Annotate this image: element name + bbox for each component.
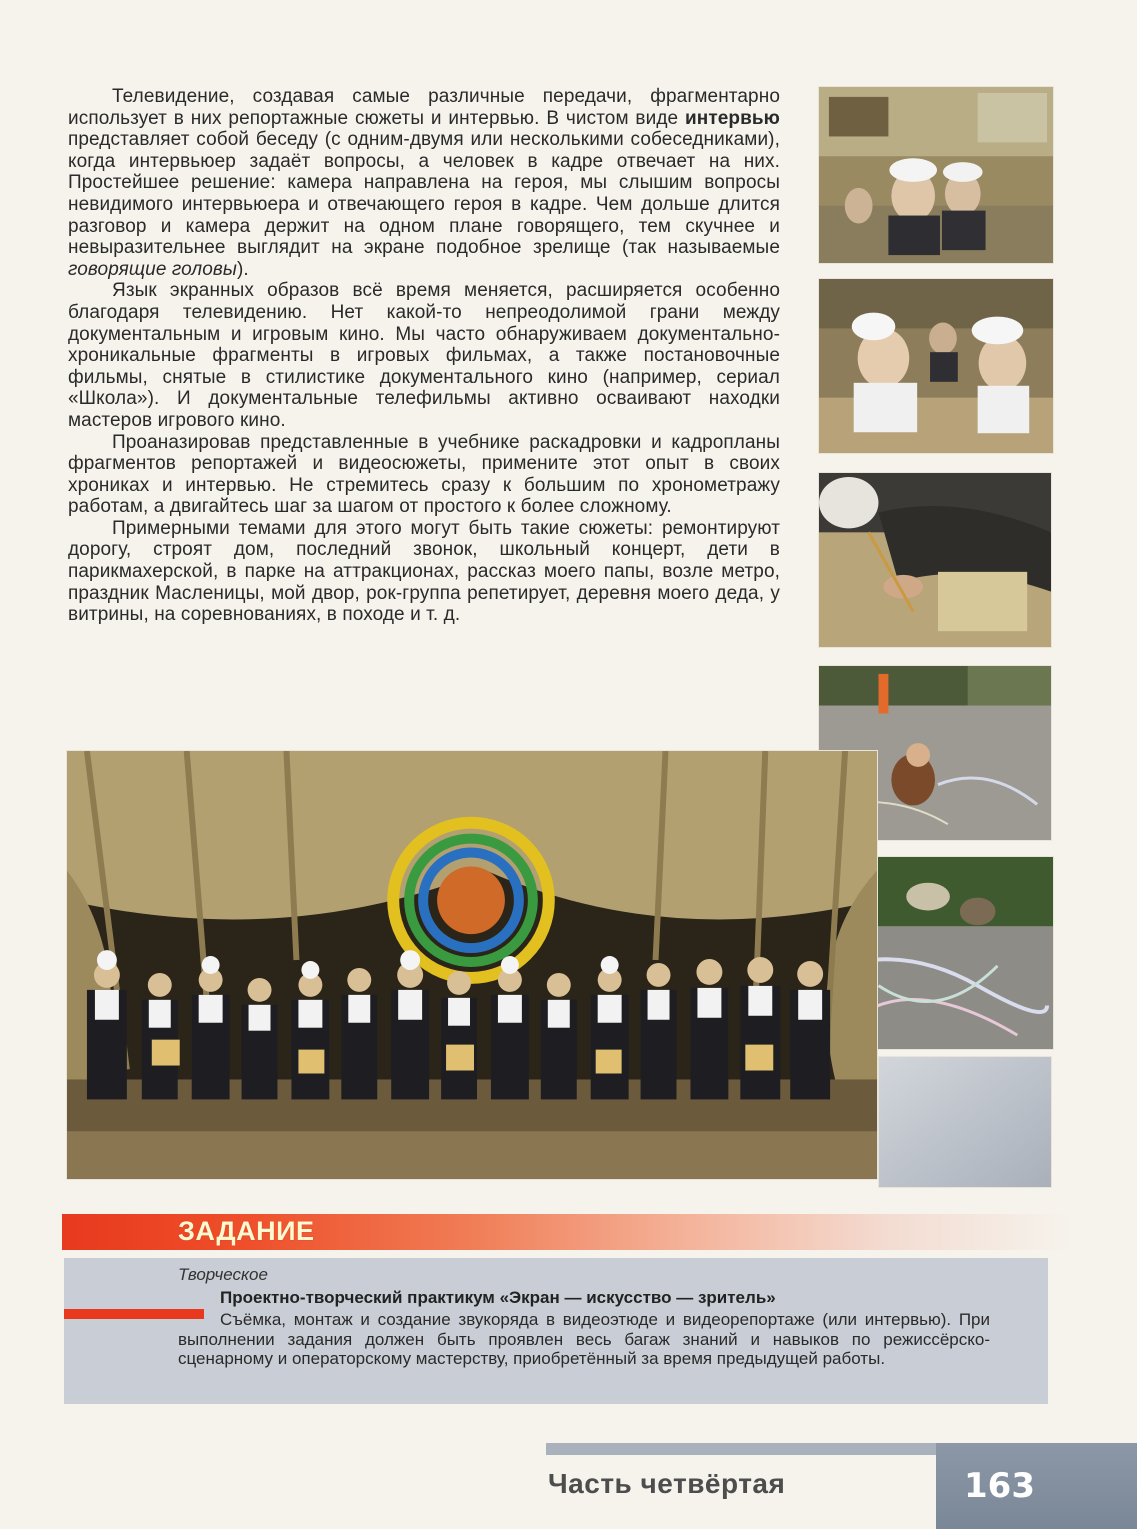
photo-drawing-hands	[818, 472, 1052, 648]
task-heading: Проектно-творческий практикум «Экран — искусство — зритель»	[220, 1288, 776, 1307]
paragraph-1	[68, 86, 780, 280]
paragraph-2: Язык экранных образов всё время меняется, расширяется особенно благодаря телевидению. Нет какой-то непреодолимой грани между документальным и игровым кино. Мы часто обнаруживаем документально-хроникальные фрагменты в игровых фильмах, а также постановочные фильмы, снятые в стилистике документального кино (например, сериал «Школа»). И документальные телефильмы активно осваивают находки мастеров игрового кино.	[68, 280, 780, 431]
task-text: Съёмка, монтаж и создание звукоряда в видеоэтюде и видеорепортаже (или интервью). При выполнении задания должен быть проявлен весь багаж знаний и навыков по режиссёрско-сценарному и операторскому мастерству, приобретённый за время предыдущей работы.	[178, 1310, 990, 1368]
paragraph-4: Примерными темами для этого могут быть такие сюжеты: ремонтируют дорогу, строят дом, последний звонок, школьный концерт, дети в парикмахерской, в парке на аттракционах, рассказ моего папы, возле метро, праздник Масленицы, мой двор, рок-группа репетирует, деревня моего деда, у витрины, на соревнованиях, в походе и т. д.	[68, 517, 780, 626]
page-number: 163	[964, 1466, 1035, 1506]
photo-classroom-1	[818, 86, 1054, 264]
paragraph-1-middle: представляет собой беседу (с одним-двумя или несколькими собеседниками), когда интервьюер задаёт вопросы, а человек в кадре отвечает на них. Простейшее решение: камера направлена на героя, мы слышим вопросы невидимого интервьюера и отвечающего героя в кадре. Чем дольше длится разговор и камера держит на одном плане говорящего, тем скучнее и невыразительнее выглядит на экране подобное зрелище (так называемые	[68, 129, 780, 259]
photo-classroom-2	[818, 278, 1054, 454]
gray-block	[878, 1056, 1052, 1188]
term-interview: интервью	[684, 107, 780, 129]
photo-stage-children	[66, 750, 878, 1180]
footer-part-label: Часть четвёртая	[548, 1468, 786, 1499]
body-text	[68, 86, 780, 626]
task-title: ЗАДАНИЕ	[178, 1216, 315, 1246]
task-kind: Творческое	[178, 1265, 268, 1284]
term-talking-heads: говорящие головы	[68, 258, 237, 280]
paragraph-3: Проаназировав представленные в учебнике раскадровки и кадропланы фрагментов репортажей и видеосюжеты, примените этот опыт в своих хрониках и интервью. Не стремитесь сразу к большим по хронометражу работам, а двигайтесь шаг за шагом от простого к более сложному.	[68, 431, 780, 518]
footer-bar	[546, 1443, 936, 1455]
paragraph-1-end: ).	[236, 258, 249, 280]
paragraph-1-start: Телевидение, создавая самые различные передачи, фрагментарно использует в них репортажные сюжеты и интервью. В чистом виде	[68, 86, 780, 129]
